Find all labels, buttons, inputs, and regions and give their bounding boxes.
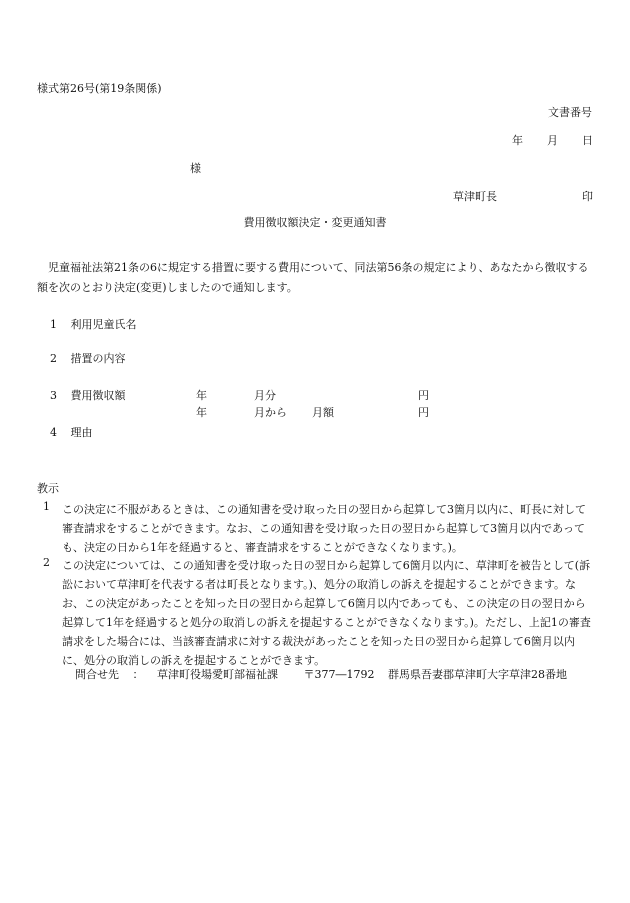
date-month: 月 [547, 134, 558, 147]
item-1-number: 1 [50, 318, 57, 331]
date-year: 年 [512, 134, 523, 147]
addressee-suffix: 様 [190, 162, 201, 175]
seal-mark: 印 [582, 190, 593, 203]
notice-item-2-number: 2 [43, 556, 50, 569]
fee-row2-monthly: 月額 [312, 406, 334, 419]
item-4-label: 理由 [70, 426, 93, 439]
contact-postal-code: 〒377―1792 [303, 668, 375, 681]
fee-row1-year: 年 [196, 389, 207, 402]
item-4 [50, 426, 93, 439]
fee-row2-yen: 円 [418, 406, 429, 419]
sender-name: 草津町長 [453, 190, 497, 203]
item-2-label: 措置の内容 [70, 352, 126, 365]
fee-row1-yen: 円 [418, 389, 429, 402]
contact-department: 草津町役場愛町部福祉課 [157, 668, 278, 681]
document-title: 費用徴収額決定・変更通知書 [243, 216, 387, 229]
item-2-number: 2 [50, 352, 57, 365]
item-1-label: 利用児童氏名 [70, 318, 137, 331]
document-number-label: 文書番号 [548, 106, 592, 119]
notice-heading: 教示 [37, 482, 59, 495]
item-3-number: 3 [50, 389, 57, 402]
date-day: 日 [582, 134, 593, 147]
fee-row1-month: 月分 [254, 389, 276, 402]
fee-row2-month: 月から [254, 406, 287, 419]
form-number: 様式第26号(第19条関係) [37, 82, 162, 95]
notice-item-1-number: 1 [43, 500, 50, 513]
item-1 [50, 318, 137, 331]
contact-address: 群馬県吾妻郡草津町大字草津28番地 [388, 668, 567, 681]
body-paragraph: 児童福祉法第21条の6に規定する措置に要する費用について、同法第56条の規定により、あなたから徴収する額を次のとおり決定(変更)しましたので通知します。 [37, 261, 589, 294]
item-3-label: 費用徴収額 [70, 389, 126, 402]
fee-row2-year: 年 [196, 406, 207, 419]
item-4-number: 4 [50, 426, 57, 439]
contact-colon: ： [132, 668, 144, 681]
item-2 [50, 352, 126, 365]
contact-label: 問合せ先 [75, 668, 119, 681]
notice-item-1-text: この決定に不服があるときは、この通知書を受け取った日の翌日から起算して3箇月以内に、町長に対して審査請求をすることができます。なお、この通知書を受け取った日の翌日から起算して3箇月以内であっても、決定の日から1年を経過すると、審査請求をすることができなくなります。)。 [62, 503, 586, 554]
notice-item-2-text: この決定については、この通知書を受け取った日の翌日から起算して6箇月以内に、草津町を被告として(訴訟において草津町を代表する者は町長となります。)、処分の取消しの訴えを提起することができます。なお、この決定があったことを知った日の翌日から起算して6箇月以内であっても、この決定の日の翌日から起算して1年を経過すると処分の取消しの訴えを提起することができなくなります。)。ただし、上記1の審査請求をした場合には、当該審査請求に対する裁決があったことを知った日の翌日から起算して6箇月以内に、処分の取消しの訴えを提起することができます。 [62, 559, 591, 667]
contact-line [75, 668, 567, 681]
